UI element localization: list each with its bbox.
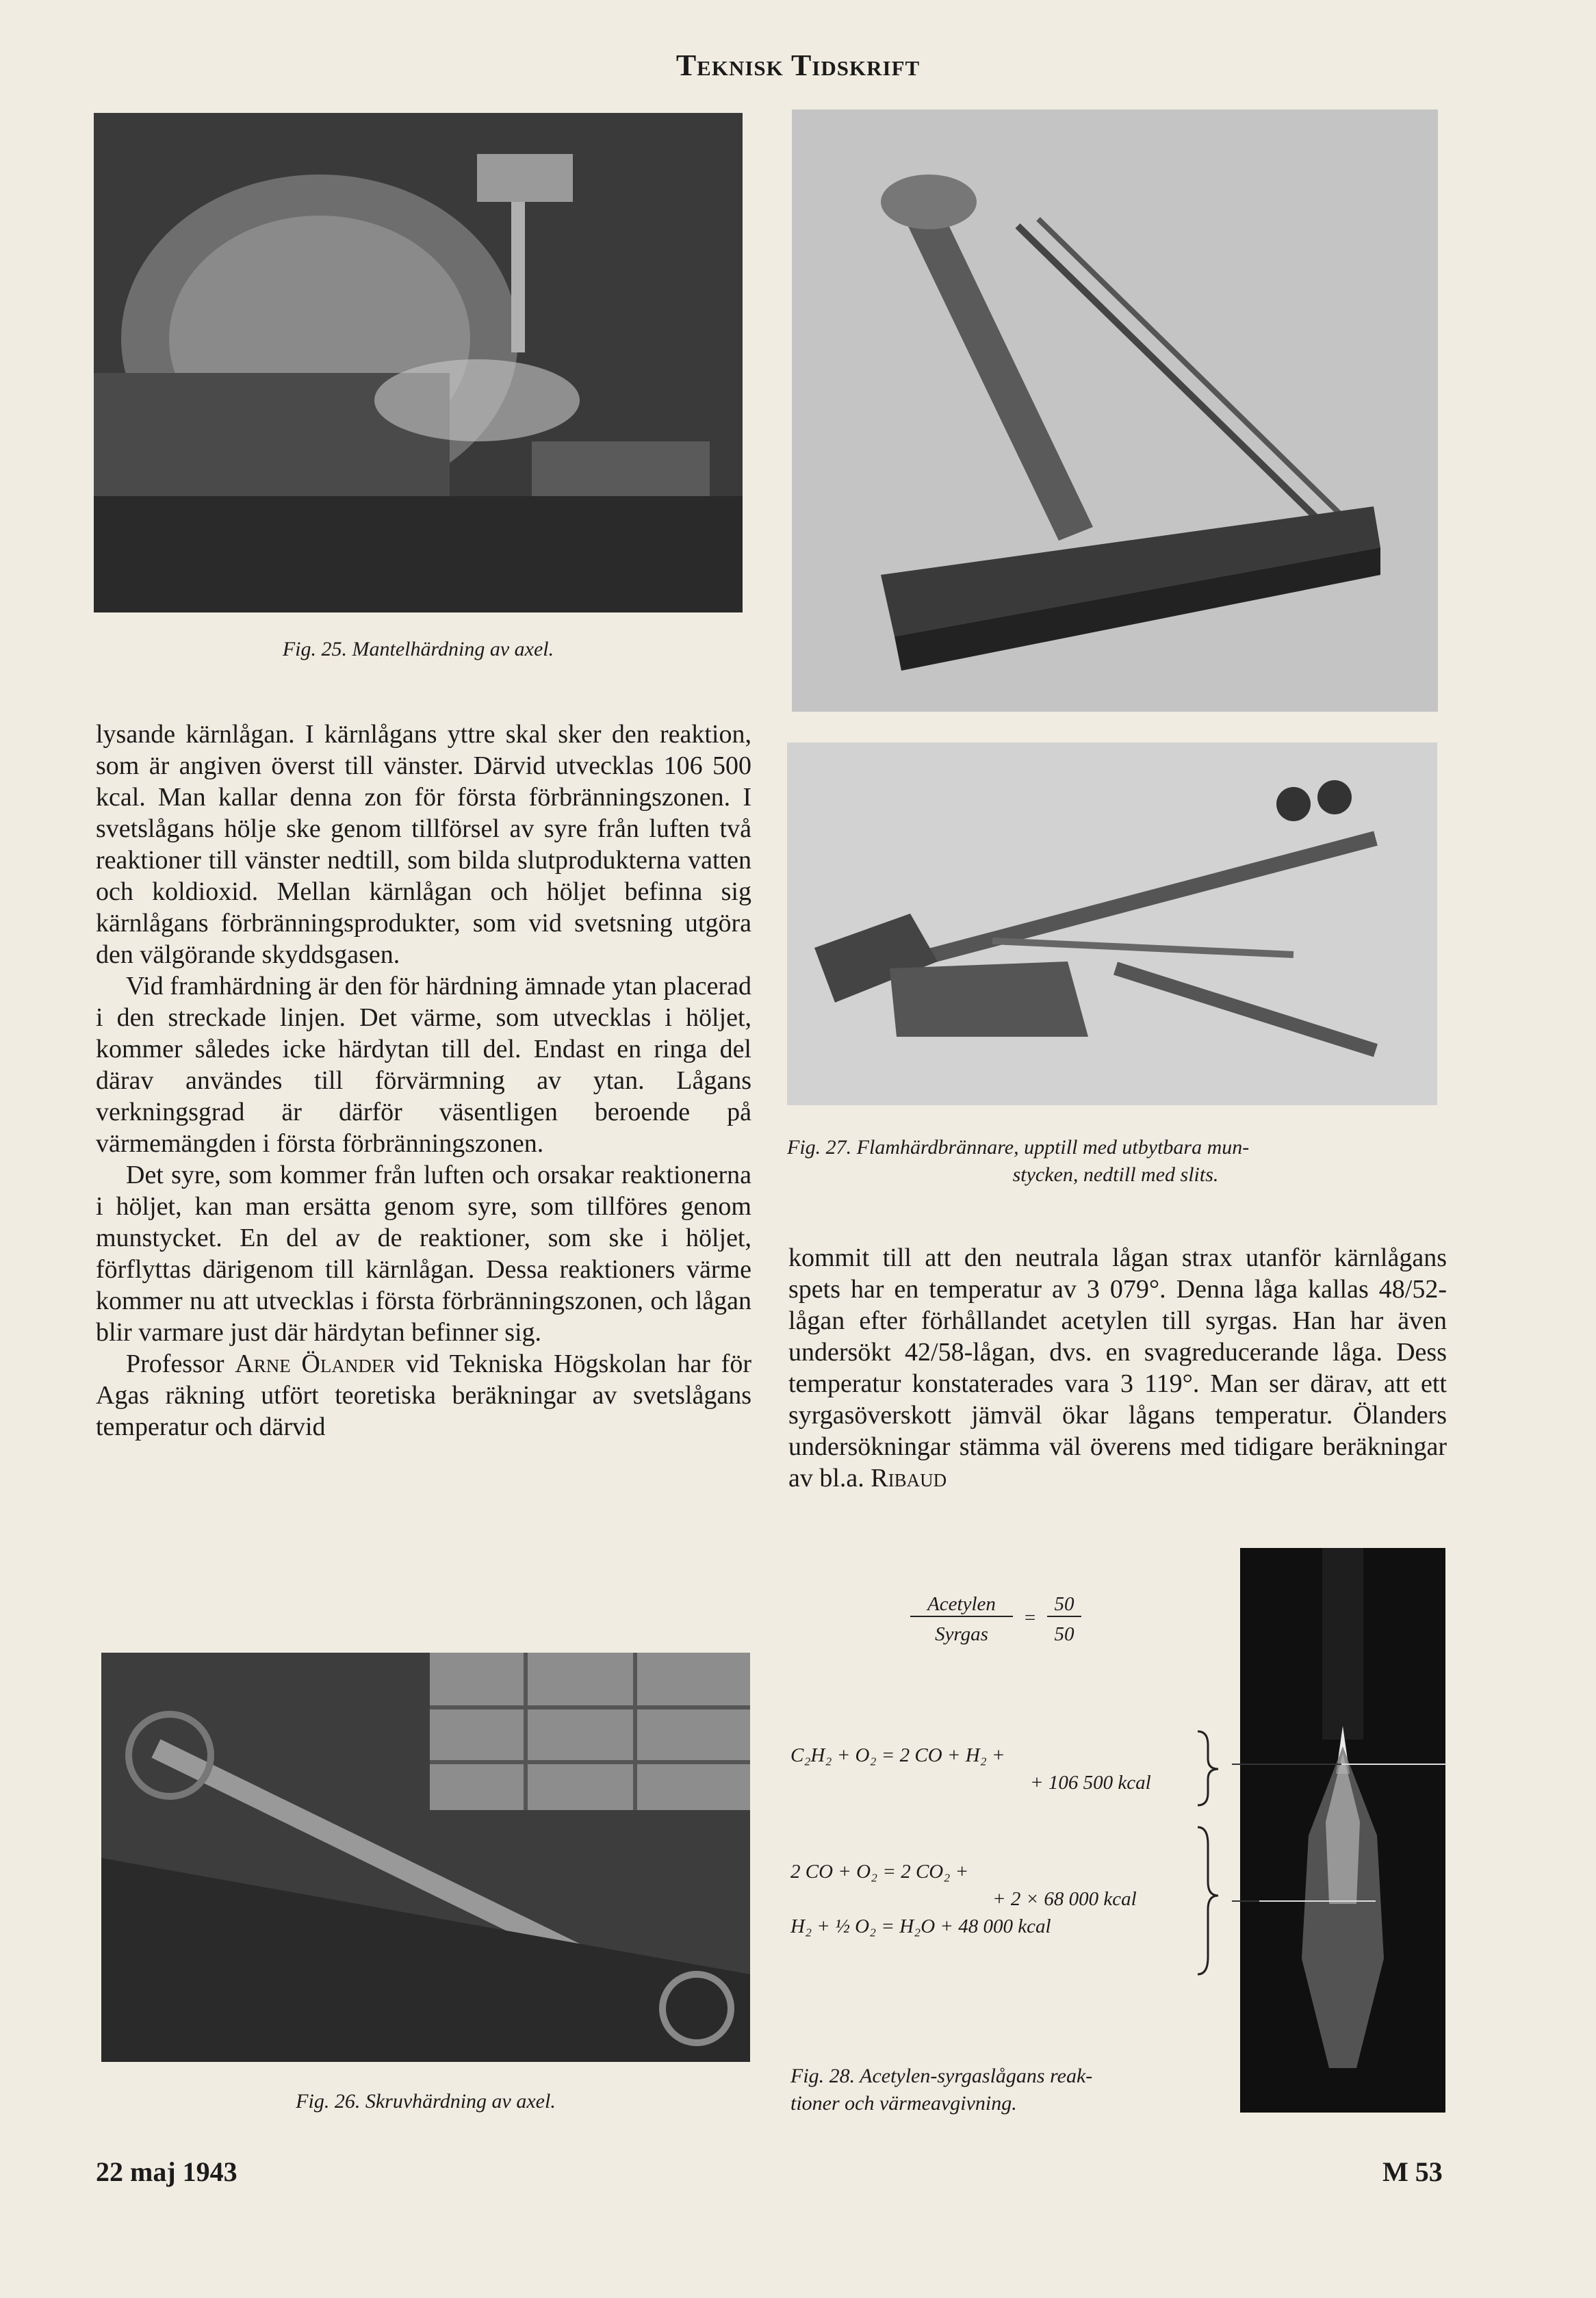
equation-3-line1: H₂ + ½ O₂ = H₂O + 48 000 kcal	[790, 1915, 1051, 1937]
left-column-text	[96, 719, 751, 1443]
fig26-caption: Fig. 26. Skruvhärdning av axel.	[296, 2090, 556, 2113]
equation-2-line2: + 2 × 68 000 kcal	[992, 1888, 1137, 1910]
fig25-caption: Fig. 25. Mantelhärdning av axel.	[282, 638, 554, 660]
person-name-olander: Arne Ölander	[235, 1350, 396, 1378]
left-paragraph-3: Det syre, som kommer från luften och orsakar reaktionerna i höljet, kan man ersätta genom syre, som tillföres genom munstycket. En del av de reaktioner, som ske i höljet, förflyttas därigenom till kärnlågan. Dessa reaktioners värme kommer nu att utvecklas i första förbränningszonen, och lågan blir varmare just där härdytan befinner sig.	[96, 1161, 751, 1347]
fig28-fraction	[910, 1593, 1102, 1655]
fig25-photo	[94, 113, 743, 612]
equation-1-line2: + 106 500 kcal	[1030, 1772, 1151, 1794]
fig28-caption-line2: tioner och värmeavgivning.	[790, 2092, 1017, 2115]
fig28-pointer-lines	[1232, 1759, 1451, 1909]
fraction-equals: =	[1023, 1607, 1037, 1629]
left-p4-start: Professor	[126, 1350, 235, 1378]
footer-date: 22 maj 1943	[96, 2156, 237, 2187]
fig28-caption-line1: Fig. 28. Acetylen-syrgaslågans reak-	[790, 2065, 1093, 2087]
footer-page-number: M 53	[1382, 2156, 1443, 2187]
journal-title: Teknisk Tidskrift	[675, 49, 921, 82]
left-paragraph-1: lysande kärnlågan. I kärnlågans yttre skal sker den reaktion, som är angiven överst till vänster. Därvid utvecklas 106 500 kcal. Man kallar denna zon för första förbränningszonen. I svetslågans hölje ske genom tillförsel av syre från luften två reaktioner till vänster nedtill, som bilda slutprodukterna vatten och koldioxid. Mellan kärnlågan och höljet befinna sig kärnlågans förbränningsprodukter, som vid svetsning utgöra den välgörande skyddsgasen.	[96, 720, 751, 969]
fraction-num-50: 50	[1047, 1593, 1081, 1617]
left-paragraph-2: Vid framhärdning är den för härdning ämnade ytan placerad i den streckade linjen. Det värme, som utvecklas i höljet, kommer således icke härdytan till del. Endast en ringa del därav användes till förvärmning av ytan. Lågans verkningsgrad är därför väsentligen beroende på värmemängden i första förbränningszonen.	[96, 972, 751, 1158]
fig27-caption-line2: stycken, nedtill med slits.	[1012, 1163, 1219, 1186]
fig27-photo-lower	[787, 743, 1437, 1105]
person-name-ribaud: Ribaud	[871, 1464, 947, 1493]
left-p4-end: vid Tekniska Högskolan har för Agas räkning utfört teoretiska beräkningar av svetslågans temperatur och därvid	[96, 1350, 751, 1441]
fig26-photo	[101, 1653, 750, 2062]
fig27-caption-line1: Fig. 27. Flamhärdbrännare, upptill med utbytbara mun-	[787, 1136, 1250, 1159]
right-paragraph-1	[788, 1242, 1447, 1494]
equation-1-line1: C₂H₂ + O₂ = 2 CO + H₂ +	[790, 1744, 1005, 1766]
fraction-den-50: 50	[1054, 1623, 1074, 1645]
fraction-syrgas: Syrgas	[935, 1623, 988, 1645]
left-paragraph-4	[96, 1348, 751, 1443]
equation-2-line1: 2 CO + O₂ = 2 CO₂ +	[790, 1861, 969, 1883]
fraction-acetylen: Acetylen	[910, 1593, 1013, 1617]
right-p1-text: kommit till att den neutrala lågan strax utanför kärnlågans spets har en temperatur av 3 079°. Denna låga kallas 48/52-lågan efter förhållandet acetylen till syrgas. Han har även undersökt 42/58-lågan, dvs. en svagreducerande låga. Dess temperatur konstaterades vara 3 119°. Man ser därav, att ett syrgasöverskott jämväl ökar lågans temperatur. Ölanders undersökningar stämma väl överens med tidigare beräkningar av bl.a.	[788, 1243, 1447, 1493]
right-column-text	[788, 1242, 1447, 1494]
fig27-photo-upper	[792, 109, 1438, 712]
